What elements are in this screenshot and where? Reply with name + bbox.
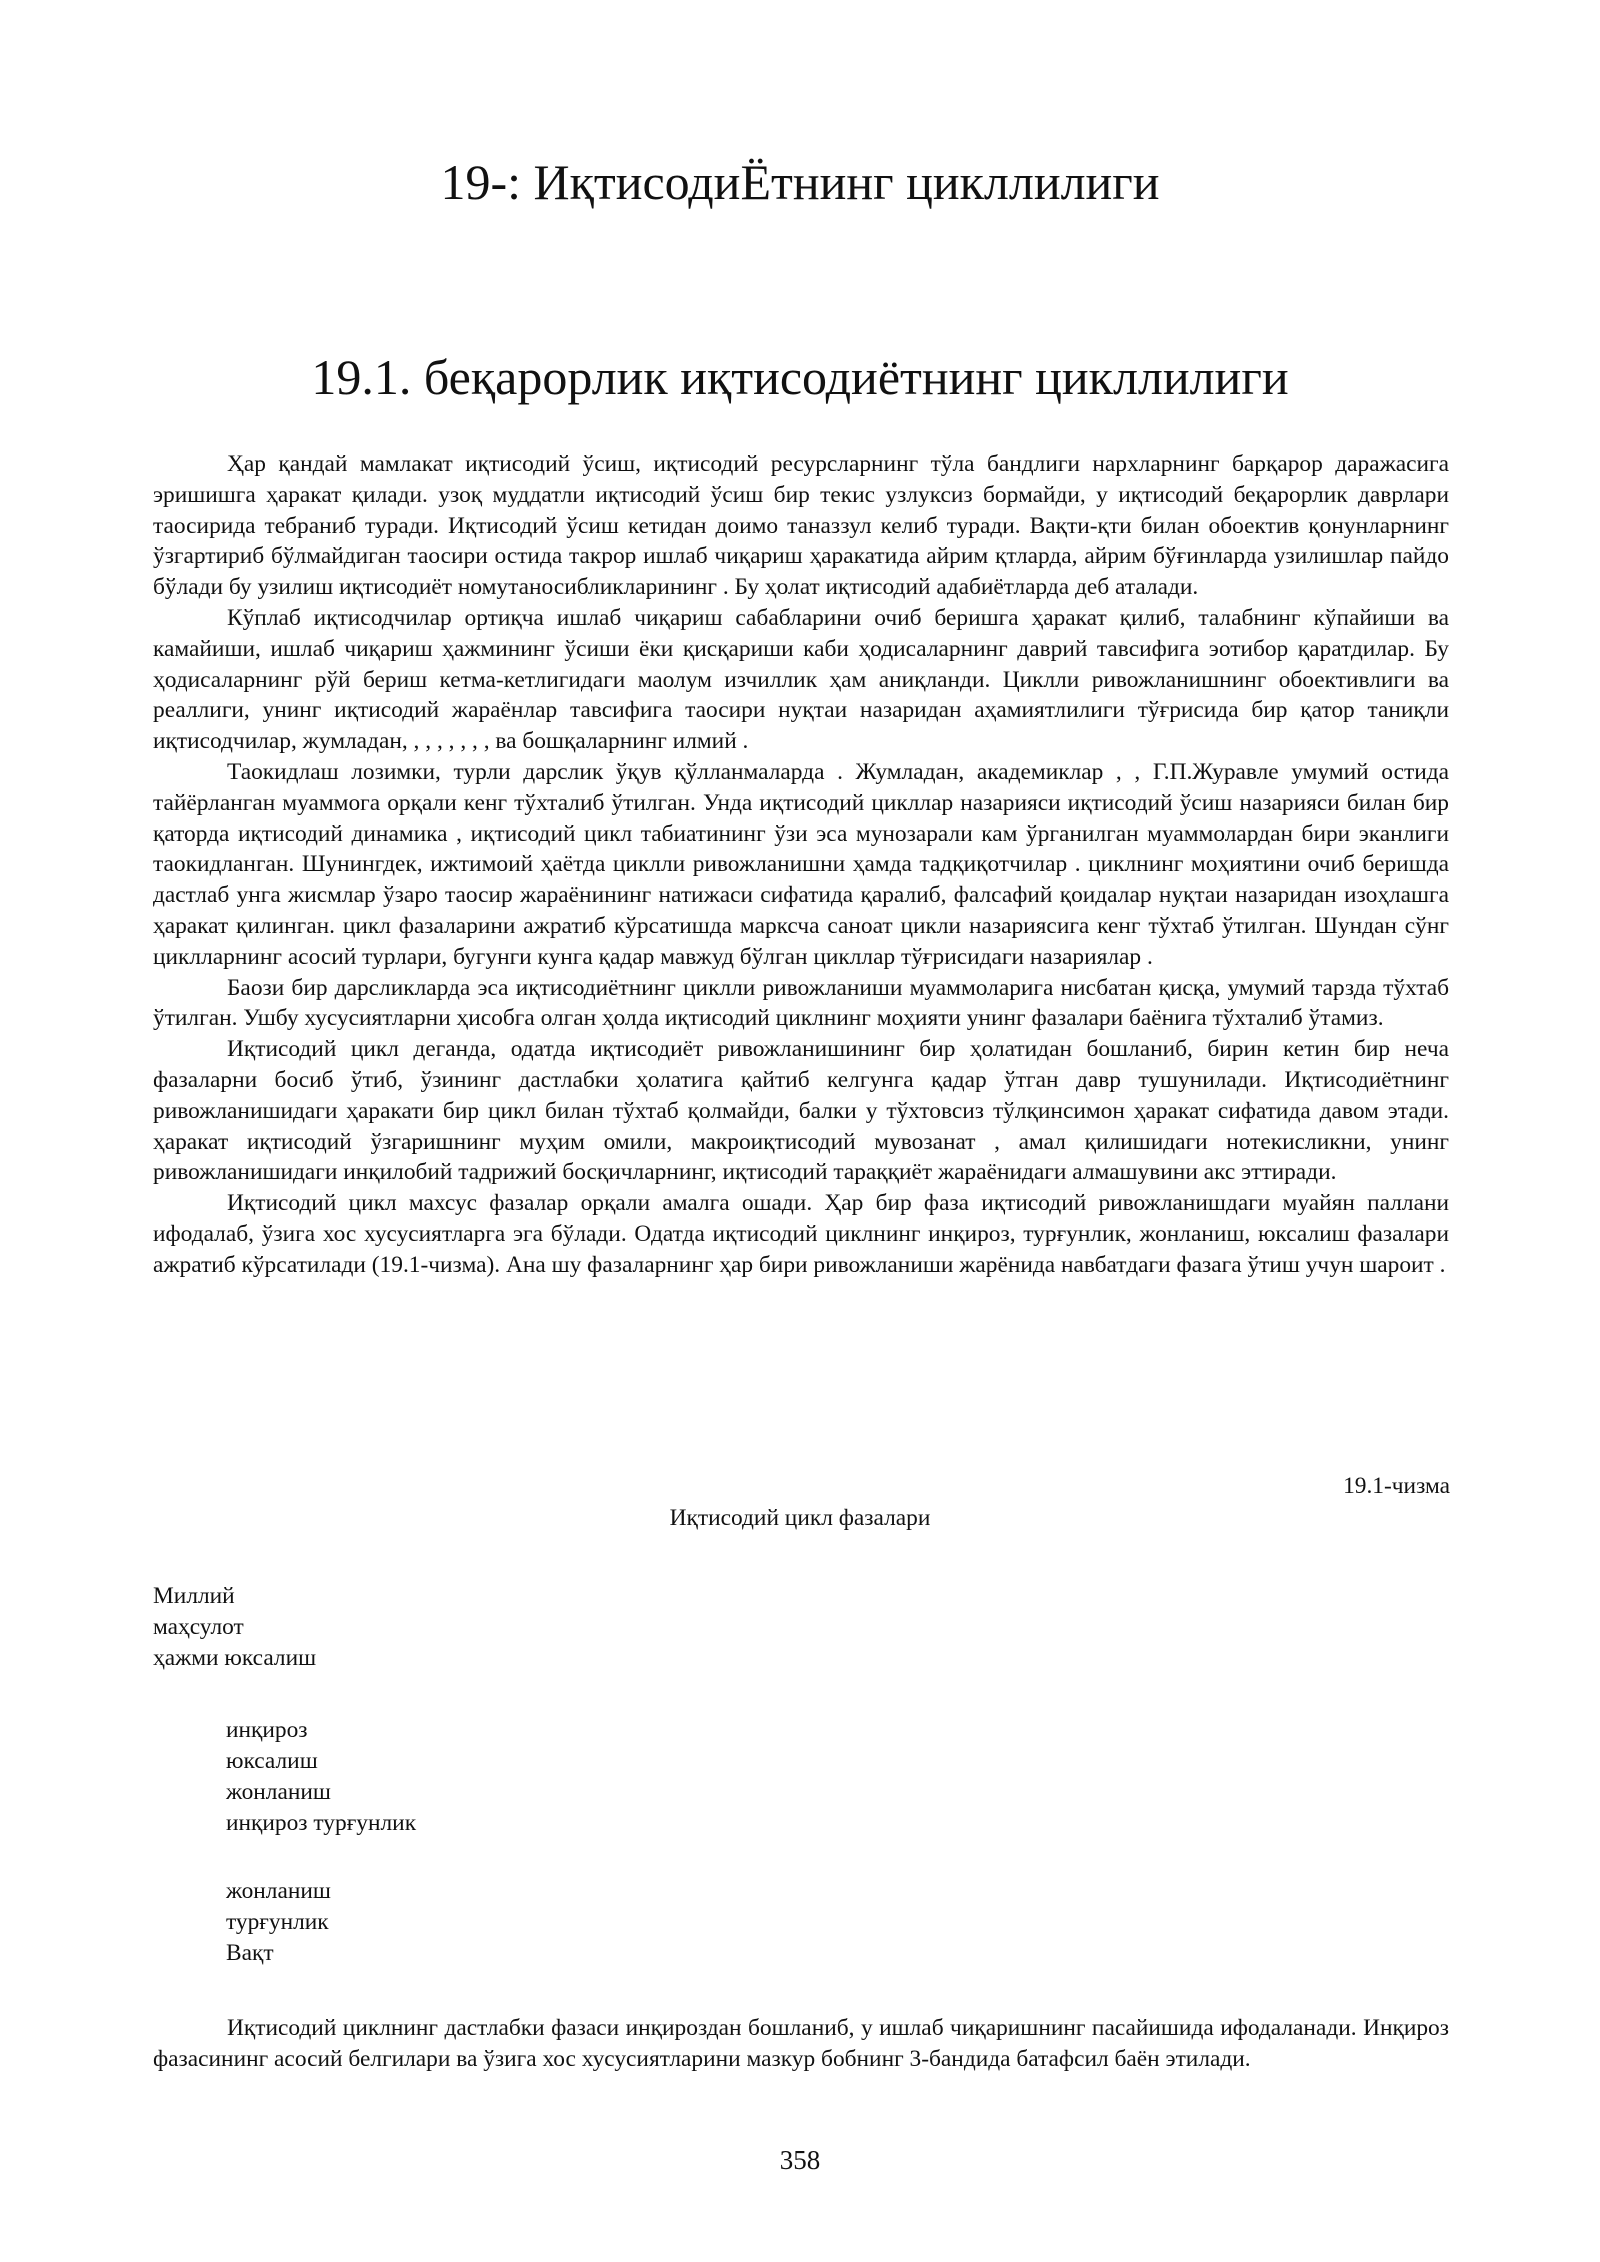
closing-text xyxy=(153,2013,1449,2075)
phase-label: жонланиш xyxy=(226,1878,331,1904)
phase-label: жонланиш xyxy=(226,1779,331,1805)
body-text xyxy=(153,449,1449,1281)
paragraph: Ҳар қандай мамлакат иқтисодий ўсиш, иқтисодий ресурсларнинг тўла бандлиги нархларнинг барқарор даражасига эришишга ҳаракат қилади. узоқ муддатли иқтисодий ўсиш бир текис узлуксиз бормайди, у иқтисодий беқарорлик даврлари таосирида тебраниб туради. Иқтисодий ўсиш кетидан доимо таназзул келиб туради. Вақти-қти билан обоектив қонунларнинг ўзгартириб бўлмайдиган таосири остида такрор ишлаб чиқариш ҳаракатида айрим қтларда, айрим бўғинларда узилишлар пайдо бўлади бу узилиш иқтисодиёт номутаносибликларининг . Бу ҳолат иқтисодий адабиётларда деб аталади. xyxy=(153,451,1449,601)
paragraph: Таокидлаш лозимки, турли дарслик ўқув қўлланмаларда . Жумладан, академиклар , , Г.П.Журавле умумий остида тайёрланган муаммога орқали кенг тўхталиб ўтилган. Унда иқтисодий цикллар назарияси иқтисодий ўсиш назарияси билан бир қаторда иқтисодий динамика , иқтисодий цикл табиатининг ўзи эса мунозарали кам ўрганилган муаммолардан бири эканлиги таокидланган. Шунингдек, ижтимоий ҳаётда циклли ривожланишни ҳамда тадқиқотчилар . циклнинг моҳиятини очиб беришда дастлаб унга жисмлар ўзаро таосир жараёнининг натижаси сифатида қаралиб, фалсафий қоидалар нуқтаи назаридан изоҳлашга ҳаракат қилинган. цикл фазаларини ажратиб кўрсатишда марксча саноат цикли назариясига кенг тўхтаб ўтилган. Шундан сўнг циклларнинг асосий турлари, бугунги кунга қадар мавжуд бўлган цикллар тўғрисидаги назариялар . xyxy=(153,758,1449,970)
paragraph: Баози бир дарсликларда эса иқтисодиётнинг циклли ривожланиши муаммоларига нисбатан қисқа, умумий тарзда тўхтаб ўтилган. Ушбу хусусиятларни ҳисобга олган ҳолда иқтисодий циклнинг моҳияти унинг фазалари баёнига тўхталиб ўтамиз. xyxy=(153,974,1449,1032)
paragraph: Иқтисодий цикл махсус фазалар орқали амалга ошади. Ҳар бир фаза иқтисодий ривожланишдаги муайян паллани ифодалаб, ўзига хос хусусиятларга эга бўлади. Одатда иқтисодий циклнинг инқироз, турғунлик, жонланиш, юксалиш фазалари ажратиб кўрсатилади (19.1-чизма). Ана шу фазаларнинг ҳар бири ривожланиши жарёнида навбатдаги фазага ўтиш учун шароит . xyxy=(153,1190,1449,1278)
x-axis-label: Вақт xyxy=(226,1940,274,1966)
y-axis-label-line: Миллий xyxy=(153,1583,235,1609)
page-number: 358 xyxy=(779,2145,821,2175)
section-title: 19.1. беқарорлик иқтисодиётнинг цикллилиги xyxy=(311,349,1289,405)
paragraph: Кўплаб иқтисодчилар ортиқча ишлаб чиқариш сабабларини очиб беришга ҳаракат қилиб, талабнинг кўпайиши ва камайиши, ишлаб чиқариш ҳажмининг ўсиши ёки қисқариши каби ҳодисаларнинг даврий тавсифига эотибор қаратдилар. Бу ҳодисаларнинг рўй бериш кетма-кетлигидаги маолум изчиллик ҳам аниқланди. Циклли ривожланишнинг обоективлиги ва реаллиги, унинг иқтисодий жараёнлар тавсифига таосири нуқтаи назаридан аҳамиятлилиги тўғрисида бир қатор таниқли иқтисодчилар, жумладан, , , , , , , , ва бошқаларнинг илмий . xyxy=(153,604,1449,755)
chapter-title: 19-: ИқтисодиЁтнинг цикллилиги xyxy=(440,154,1160,210)
figure-number: 19.1-чизма xyxy=(1343,1473,1450,1499)
y-axis-label-line: маҳсулот xyxy=(153,1614,244,1640)
phase-label: инқироз турғунлик xyxy=(226,1810,417,1836)
phase-label: юксалиш xyxy=(226,1748,318,1774)
figure-y-axis-label xyxy=(153,1581,316,1674)
phase-label: турғунлик xyxy=(226,1909,329,1935)
figure-phase-labels-group xyxy=(226,1715,416,1839)
paragraph: Иқтисодий циклнинг дастлабки фазаси инқироздан бошланиб, у ишлаб чиқаришнинг пасайишида ифодаланади. Инқироз фазасининг асосий белгилари ва ўзига хос хусусиятларини мазкур бобнинг 3-бандида батафсил баён этилади. xyxy=(153,2015,1449,2072)
figure-phase-labels-group xyxy=(226,1876,331,1969)
phase-label: инқироз xyxy=(226,1717,308,1743)
y-axis-label-line: ҳажми юксалиш xyxy=(153,1645,317,1671)
figure-caption: Иқтисодий цикл фазалари xyxy=(669,1505,931,1531)
paragraph: Иқтисодий цикл деганда, одатда иқтисодиёт ривожланишининг бир ҳолатидан бошланиб, бирин кетин бир неча фазаларни босиб ўтиб, ўзининг дастлабки ҳолатига қайтиб келгунга қадар ўтган давр тушунилади. Иқтисодиётнинг ривожланишидаги ҳаракати бир цикл билан тўхтаб қолмайди, балки у тўхтовсиз тўлқинсимон ҳаракат сифатида давом этади. ҳаракат иқтисодий ўзгаришнинг муҳим омили, макроиқтисодий мувозанат , амал қилишидаги нотекисликни, унинг ривожланишидаги инқилобий тадрижий босқичларнинг, иқтисодий тараққиёт жараёнидаги алмашувини акс эттиради. xyxy=(153,1036,1449,1186)
